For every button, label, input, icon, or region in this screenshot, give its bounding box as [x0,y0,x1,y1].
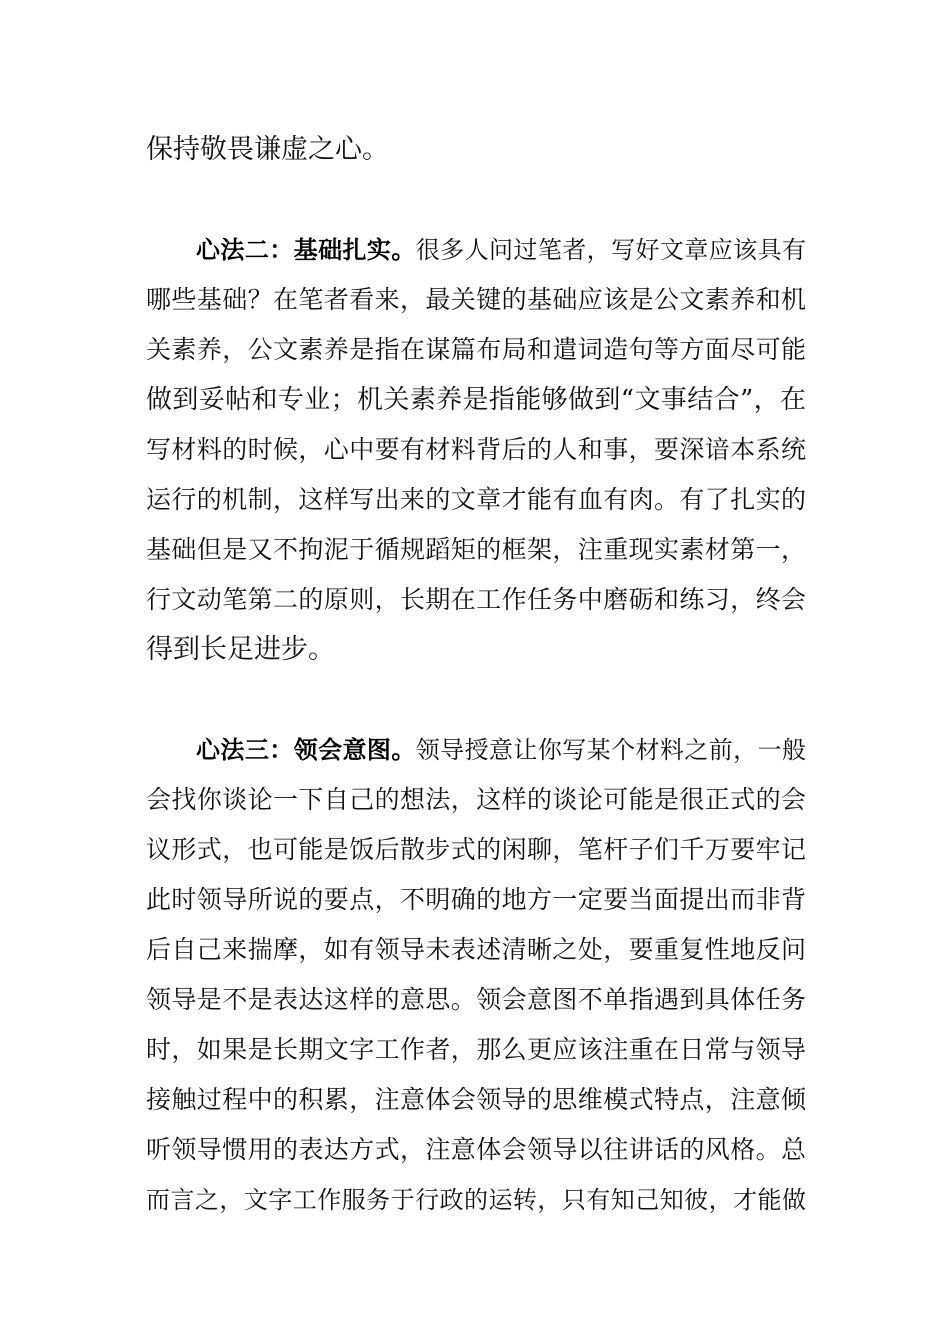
paragraph-line: 运行的机制，这样写出来的文章才能有血有肉。有了扎实的 [146,485,806,514]
paragraph-line: 做到妥帖和专业；机关素养是指能够做到“文事结合”，在 [146,385,806,415]
paragraph-line: 基础但是又不拘泥于循规蹈矩的框架，注重现实素材第一， [146,535,806,564]
paragraph-line: 领导是不是表达这样的意思。领会意图不单指遇到具体任务 [146,985,806,1014]
paragraph-text: 领导授意让你写某个材料之前，一般 [415,736,806,764]
paragraph-line: 保持敬畏谦虚之心。 [146,134,389,165]
paragraph-line: 接触过程中的积累，注意体会领导的思维模式特点，注意倾 [146,1085,806,1114]
paragraph-line: 此时领导所说的要点，不明确的地方一定要当面提出而非背 [146,885,806,914]
paragraph-line: 议形式，也可能是饭后散步式的闲聊，笔杆子们千万要牢记 [146,835,806,864]
paragraph-line: 时，如果是长期文字工作者，那么更应该注重在日常与领导 [146,1035,806,1064]
paragraph-line: 后自己来揣摩，如有领导未表述清晰之处，要重复性地反问 [146,935,806,964]
section-heading: 心法三：领会意图。 [196,736,416,764]
paragraph-line: 哪些基础？在笔者看来，最关键的基础应该是公文素养和机 [146,285,806,314]
paragraph-line: 会找你谈论一下自己的想法，这样的谈论可能是很正式的会 [146,785,806,814]
paragraph-text: 很多人问过笔者，写好文章应该具有 [415,236,806,264]
paragraph-line: 得到长足进步。 [146,634,335,665]
paragraph-line: 听领导惯用的表达方式，注意体会领导以往讲话的风格。总 [146,1135,806,1164]
paragraph-line: 行文动笔第二的原则，长期在工作任务中磨砺和练习，终会 [146,585,806,614]
paragraph-first-line [196,728,806,772]
paragraph-line: 写材料的时候，心中要有材料背后的人和事，要深谙本系统 [146,435,806,464]
paragraph-first-line [196,228,806,272]
paragraph-line: 关素养，公文素养是指在谋篇布局和遣词造句等方面尽可能 [146,335,806,364]
section-heading: 心法二：基础扎实。 [196,236,416,264]
paragraph-line: 而言之，文字工作服务于行政的运转，只有知己知彼，才能做 [146,1186,806,1214]
